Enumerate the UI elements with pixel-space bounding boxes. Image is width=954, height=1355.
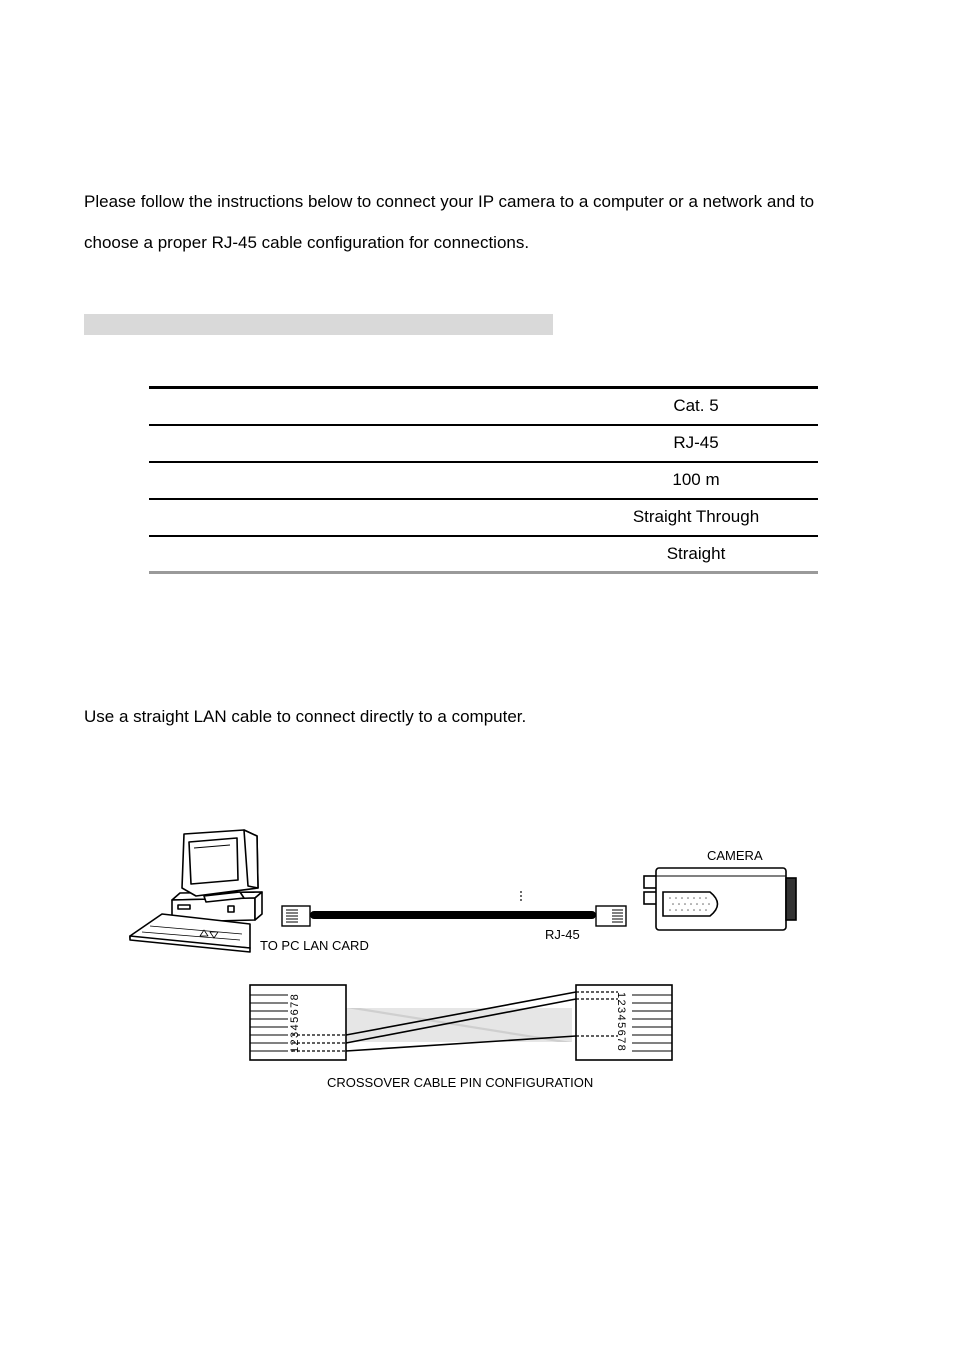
table-row bbox=[149, 536, 818, 573]
table-row bbox=[149, 462, 818, 499]
section-heading-bar bbox=[84, 314, 553, 335]
table-row bbox=[149, 388, 818, 425]
row-value: 100 m bbox=[672, 470, 720, 489]
intro-line-1: Please follow the instructions below to connect your IP camera to a computer or a network and to bbox=[84, 192, 815, 211]
lan-cable bbox=[310, 911, 596, 919]
direct-connection-text: Use a straight LAN cable to connect directly to a computer. bbox=[84, 707, 527, 726]
row-label bbox=[149, 388, 574, 425]
row-label bbox=[149, 499, 574, 536]
rj45-label: RJ-45 bbox=[545, 927, 580, 942]
row-value: Straight Through bbox=[632, 507, 760, 526]
pin-numbers-right: 12345678 bbox=[615, 992, 627, 1053]
row-label bbox=[149, 425, 574, 462]
row-value: RJ-45 bbox=[673, 433, 719, 452]
crossover-caption: CROSSOVER CABLE PIN CONFIGURATION bbox=[327, 1075, 594, 1090]
rj45-plug-right bbox=[596, 906, 626, 926]
crossover-connection-diagram bbox=[120, 820, 820, 1110]
pin-numbers-left: 12345678 bbox=[289, 992, 301, 1053]
pc-lan-card-label: TO PC LAN CARD bbox=[260, 938, 369, 953]
rj45-plug-left bbox=[282, 906, 310, 926]
row-label bbox=[149, 462, 574, 499]
table-row bbox=[149, 425, 818, 462]
camera-icon bbox=[644, 868, 796, 930]
pin-configuration bbox=[250, 985, 672, 1060]
row-value: Cat. 5 bbox=[673, 396, 719, 416]
computer-icon bbox=[130, 830, 262, 952]
intro-line-2: choose a proper RJ-45 cable configuration for connections. bbox=[84, 233, 530, 252]
table-row bbox=[149, 499, 818, 536]
row-label bbox=[149, 536, 574, 573]
camera-label: CAMERA bbox=[707, 848, 763, 863]
cable-break-marks bbox=[520, 891, 522, 901]
cable-spec-table bbox=[149, 386, 818, 574]
intro-paragraph bbox=[84, 181, 864, 263]
row-value: Straight bbox=[666, 543, 726, 563]
